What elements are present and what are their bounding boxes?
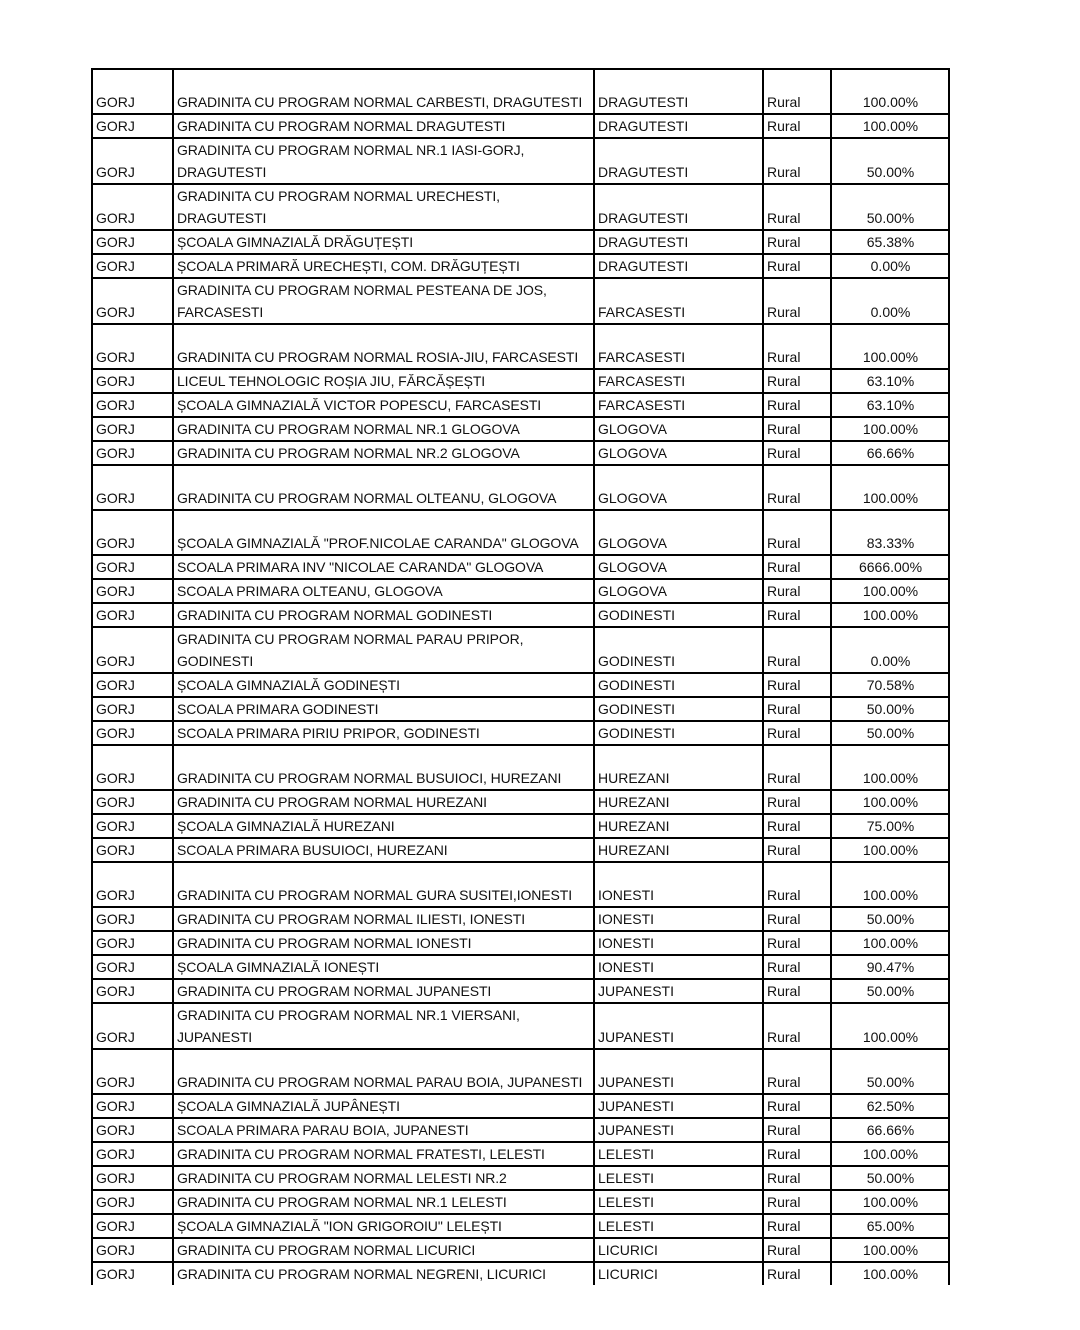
locality-cell: GLOGOVA (594, 555, 763, 579)
school-name-cell (173, 114, 594, 138)
school-name-cell (173, 697, 594, 721)
locality-cell: HUREZANI (594, 790, 763, 814)
school-name: GRADINITA CU PROGRAM NORMAL GODINESTI (177, 607, 493, 623)
school-name: GRADINITA CU PROGRAM NORMAL DRAGUTESTI (177, 118, 506, 134)
environment-cell: Rural (763, 1190, 831, 1214)
county-cell: GORJ (92, 138, 173, 184)
percentage-cell: 100.00% (831, 790, 949, 814)
table-row (92, 745, 949, 790)
school-name-cell (173, 790, 594, 814)
locality-cell: IONESTI (594, 955, 763, 979)
table-row (92, 184, 949, 230)
school-name: GRADINITA CU PROGRAM NORMAL GURA SUSITEI,IONESTI (177, 887, 573, 903)
table-row (92, 579, 949, 603)
percentage-cell: 0.00% (831, 254, 949, 278)
table-row (92, 1094, 949, 1118)
table-row (92, 1003, 949, 1049)
environment-cell: Rural (763, 1003, 831, 1049)
locality-cell: LELESTI (594, 1166, 763, 1190)
percentage-cell: 50.00% (831, 1166, 949, 1190)
environment-cell: Rural (763, 69, 831, 114)
percentage-cell: 50.00% (831, 697, 949, 721)
environment-cell: Rural (763, 955, 831, 979)
percentage-cell: 100.00% (831, 324, 949, 369)
locality-cell: LICURICI (594, 1238, 763, 1262)
county-cell: GORJ (92, 745, 173, 790)
school-name-cell (173, 931, 594, 955)
percentage-cell: 90.47% (831, 955, 949, 979)
county-cell: GORJ (92, 697, 173, 721)
school-name: GRADINITA CU PROGRAM NORMAL CARBESTI, DRAGUTESTI (177, 94, 583, 110)
locality-cell: DRAGUTESTI (594, 114, 763, 138)
table-row (92, 603, 949, 627)
county-cell: GORJ (92, 393, 173, 417)
percentage-cell: 100.00% (831, 1003, 949, 1049)
locality-cell: LELESTI (594, 1190, 763, 1214)
school-name: ȘCOALA GIMNAZIALĂ GODINEȘTI (177, 677, 400, 693)
environment-cell: Rural (763, 1166, 831, 1190)
table-row (92, 254, 949, 278)
environment-cell: Rural (763, 555, 831, 579)
table-row (92, 369, 949, 393)
school-name-cell (173, 324, 594, 369)
table-row (92, 955, 949, 979)
county-cell: GORJ (92, 1262, 173, 1285)
school-name: SCOALA PRIMARA PIRIU PRIPOR, GODINESTI (177, 725, 480, 741)
schools-table (91, 68, 950, 1285)
percentage-cell: 100.00% (831, 465, 949, 510)
locality-cell: FARCASESTI (594, 393, 763, 417)
percentage-cell: 100.00% (831, 1262, 949, 1285)
percentage-cell: 62.50% (831, 1094, 949, 1118)
table-row (92, 393, 949, 417)
county-cell: GORJ (92, 1190, 173, 1214)
locality-cell: IONESTI (594, 862, 763, 907)
percentage-cell: 50.00% (831, 721, 949, 745)
county-cell: GORJ (92, 441, 173, 465)
school-name: SCOALA PRIMARA PARAU BOIA, JUPANESTI (177, 1122, 469, 1138)
environment-cell: Rural (763, 673, 831, 697)
table-row (92, 1118, 949, 1142)
environment-cell: Rural (763, 1262, 831, 1285)
county-cell: GORJ (92, 955, 173, 979)
locality-cell: DRAGUTESTI (594, 254, 763, 278)
percentage-cell: 66.66% (831, 1118, 949, 1142)
table-row (92, 417, 949, 441)
environment-cell: Rural (763, 721, 831, 745)
school-name: ȘCOALA GIMNAZIALĂ "ION GRIGOROIU" LELEȘTI (177, 1218, 502, 1234)
school-name: GRADINITA CU PROGRAM NORMAL NR.1 VIERSANI, JUPANESTI (177, 1007, 520, 1045)
school-name-cell (173, 1003, 594, 1049)
school-name: GRADINITA CU PROGRAM NORMAL ROSIA-JIU, FARCASESTI (177, 349, 579, 365)
locality-cell: GODINESTI (594, 627, 763, 673)
school-name: SCOALA PRIMARA OLTEANU, GLOGOVA (177, 583, 443, 599)
table-row (92, 1190, 949, 1214)
table-row (92, 230, 949, 254)
school-name-cell (173, 393, 594, 417)
school-name-cell (173, 417, 594, 441)
environment-cell: Rural (763, 931, 831, 955)
percentage-cell: 50.00% (831, 979, 949, 1003)
county-cell: GORJ (92, 1142, 173, 1166)
percentage-cell: 100.00% (831, 69, 949, 114)
table-row (92, 931, 949, 955)
school-name-cell (173, 1049, 594, 1094)
school-name-cell (173, 1262, 594, 1285)
school-name: GRADINITA CU PROGRAM NORMAL PARAU PRIPOR, GODINESTI (177, 631, 524, 669)
percentage-cell: 0.00% (831, 278, 949, 324)
percentage-cell: 100.00% (831, 862, 949, 907)
school-name: GRADINITA CU PROGRAM NORMAL BUSUIOCI, HUREZANI (177, 770, 562, 786)
county-cell: GORJ (92, 510, 173, 555)
school-name: GRADINITA CU PROGRAM NORMAL NR.1 IASI-GORJ, DRAGUTESTI (177, 142, 525, 180)
school-name: GRADINITA CU PROGRAM NORMAL IONESTI (177, 935, 472, 951)
percentage-cell: 75.00% (831, 814, 949, 838)
school-name: ȘCOALA GIMNAZIALĂ JUPÂNEȘTI (177, 1098, 400, 1114)
locality-cell: LELESTI (594, 1142, 763, 1166)
table-row (92, 907, 949, 931)
county-cell: GORJ (92, 278, 173, 324)
percentage-cell: 66.66% (831, 441, 949, 465)
school-name: SCOALA PRIMARA INV "NICOLAE CARANDA" GLOGOVA (177, 559, 544, 575)
school-name-cell (173, 907, 594, 931)
environment-cell: Rural (763, 814, 831, 838)
school-name: GRADINITA CU PROGRAM NORMAL PARAU BOIA, JUPANESTI (177, 1074, 583, 1090)
school-name: GRADINITA CU PROGRAM NORMAL NR.1 GLOGOVA (177, 421, 520, 437)
percentage-cell: 65.38% (831, 230, 949, 254)
locality-cell: IONESTI (594, 907, 763, 931)
school-name: GRADINITA CU PROGRAM NORMAL URECHESTI, DRAGUTESTI (177, 188, 500, 226)
table-row (92, 114, 949, 138)
environment-cell: Rural (763, 138, 831, 184)
table-row (92, 721, 949, 745)
county-cell: GORJ (92, 465, 173, 510)
school-name: ȘCOALA GIMNAZIALĂ IONEȘTI (177, 959, 380, 975)
table-row (92, 69, 949, 114)
school-name-cell (173, 721, 594, 745)
environment-cell: Rural (763, 1094, 831, 1118)
table-body (92, 69, 949, 1285)
table-row (92, 441, 949, 465)
locality-cell: HUREZANI (594, 745, 763, 790)
school-name-cell (173, 814, 594, 838)
table-row (92, 838, 949, 862)
table-row (92, 324, 949, 369)
locality-cell: HUREZANI (594, 838, 763, 862)
environment-cell: Rural (763, 1214, 831, 1238)
county-cell: GORJ (92, 114, 173, 138)
table-row (92, 979, 949, 1003)
table-row (92, 790, 949, 814)
environment-cell: Rural (763, 862, 831, 907)
county-cell: GORJ (92, 907, 173, 931)
environment-cell: Rural (763, 510, 831, 555)
table-row (92, 1049, 949, 1094)
school-name: ȘCOALA PRIMARĂ URECHEȘTI, COM. DRĂGUȚEȘTI (177, 258, 520, 274)
environment-cell: Rural (763, 1142, 831, 1166)
school-name: GRADINITA CU PROGRAM NORMAL ILIESTI, IONESTI (177, 911, 525, 927)
school-name-cell (173, 1238, 594, 1262)
locality-cell: JUPANESTI (594, 1003, 763, 1049)
locality-cell: GODINESTI (594, 697, 763, 721)
environment-cell: Rural (763, 838, 831, 862)
environment-cell: Rural (763, 441, 831, 465)
school-name: GRADINITA CU PROGRAM NORMAL LELESTI NR.2 (177, 1170, 507, 1186)
locality-cell: FARCASESTI (594, 324, 763, 369)
school-name-cell (173, 184, 594, 230)
percentage-cell: 100.00% (831, 931, 949, 955)
county-cell: GORJ (92, 184, 173, 230)
locality-cell: FARCASESTI (594, 278, 763, 324)
environment-cell: Rural (763, 907, 831, 931)
environment-cell: Rural (763, 230, 831, 254)
school-name-cell (173, 1142, 594, 1166)
locality-cell: GLOGOVA (594, 417, 763, 441)
table-row (92, 627, 949, 673)
county-cell: GORJ (92, 230, 173, 254)
locality-cell: HUREZANI (594, 814, 763, 838)
school-name-cell (173, 138, 594, 184)
school-name: GRADINITA CU PROGRAM NORMAL NR.1 LELESTI (177, 1194, 507, 1210)
county-cell: GORJ (92, 1094, 173, 1118)
county-cell: GORJ (92, 931, 173, 955)
school-name-cell (173, 441, 594, 465)
county-cell: GORJ (92, 721, 173, 745)
locality-cell: GODINESTI (594, 673, 763, 697)
school-name: GRADINITA CU PROGRAM NORMAL OLTEANU, GLOGOVA (177, 490, 557, 506)
percentage-cell: 70.58% (831, 673, 949, 697)
locality-cell: JUPANESTI (594, 1049, 763, 1094)
school-name-cell (173, 1166, 594, 1190)
county-cell: GORJ (92, 1166, 173, 1190)
table-row (92, 138, 949, 184)
environment-cell: Rural (763, 417, 831, 441)
school-name: ȘCOALA GIMNAZIALĂ DRĂGUȚEȘTI (177, 234, 414, 250)
locality-cell: FARCASESTI (594, 369, 763, 393)
school-name: ȘCOALA GIMNAZIALĂ VICTOR POPESCU, FARCASESTI (177, 397, 542, 413)
county-cell: GORJ (92, 324, 173, 369)
percentage-cell: 100.00% (831, 1142, 949, 1166)
environment-cell: Rural (763, 369, 831, 393)
school-name: GRADINITA CU PROGRAM NORMAL HUREZANI (177, 794, 487, 810)
county-cell: GORJ (92, 979, 173, 1003)
locality-cell: IONESTI (594, 931, 763, 955)
school-name: SCOALA PRIMARA BUSUIOCI, HUREZANI (177, 842, 448, 858)
percentage-cell: 50.00% (831, 1049, 949, 1094)
school-name-cell (173, 555, 594, 579)
school-name-cell (173, 979, 594, 1003)
locality-cell: GODINESTI (594, 603, 763, 627)
table-row (92, 1262, 949, 1285)
school-name-cell (173, 603, 594, 627)
table-row (92, 555, 949, 579)
environment-cell: Rural (763, 979, 831, 1003)
percentage-cell: 100.00% (831, 1190, 949, 1214)
environment-cell: Rural (763, 1118, 831, 1142)
percentage-cell: 100.00% (831, 114, 949, 138)
environment-cell: Rural (763, 790, 831, 814)
school-name: GRADINITA CU PROGRAM NORMAL FRATESTI, LELESTI (177, 1146, 545, 1162)
percentage-cell: 50.00% (831, 907, 949, 931)
county-cell: GORJ (92, 603, 173, 627)
school-name: LICEUL TEHNOLOGIC ROȘIA JIU, FĂRCĂȘEȘTI (177, 373, 486, 389)
environment-cell: Rural (763, 465, 831, 510)
environment-cell: Rural (763, 184, 831, 230)
percentage-cell: 100.00% (831, 579, 949, 603)
locality-cell: JUPANESTI (594, 1118, 763, 1142)
percentage-cell: 100.00% (831, 838, 949, 862)
school-name-cell (173, 230, 594, 254)
percentage-cell: 63.10% (831, 393, 949, 417)
school-name-cell (173, 1190, 594, 1214)
environment-cell: Rural (763, 324, 831, 369)
county-cell: GORJ (92, 369, 173, 393)
school-name: SCOALA PRIMARA GODINESTI (177, 701, 379, 717)
locality-cell: GODINESTI (594, 721, 763, 745)
table-row (92, 1238, 949, 1262)
percentage-cell: 63.10% (831, 369, 949, 393)
county-cell: GORJ (92, 417, 173, 441)
locality-cell: DRAGUTESTI (594, 69, 763, 114)
school-name-cell (173, 838, 594, 862)
county-cell: GORJ (92, 673, 173, 697)
county-cell: GORJ (92, 814, 173, 838)
locality-cell: JUPANESTI (594, 1094, 763, 1118)
locality-cell: GLOGOVA (594, 441, 763, 465)
table-row (92, 465, 949, 510)
environment-cell: Rural (763, 114, 831, 138)
percentage-cell: 6666.00% (831, 555, 949, 579)
school-name-cell (173, 510, 594, 555)
percentage-cell: 83.33% (831, 510, 949, 555)
county-cell: GORJ (92, 838, 173, 862)
locality-cell: DRAGUTESTI (594, 230, 763, 254)
school-name: ȘCOALA GIMNAZIALĂ "PROF.NICOLAE CARANDA" GLOGOVA (177, 535, 579, 551)
county-cell: GORJ (92, 862, 173, 907)
county-cell: GORJ (92, 1003, 173, 1049)
county-cell: GORJ (92, 1118, 173, 1142)
county-cell: GORJ (92, 790, 173, 814)
school-name-cell (173, 1094, 594, 1118)
school-name-cell (173, 69, 594, 114)
environment-cell: Rural (763, 278, 831, 324)
school-name: GRADINITA CU PROGRAM NORMAL JUPANESTI (177, 983, 492, 999)
locality-cell: GLOGOVA (594, 465, 763, 510)
school-name-cell (173, 579, 594, 603)
environment-cell: Rural (763, 1238, 831, 1262)
percentage-cell: 50.00% (831, 184, 949, 230)
table-row (92, 814, 949, 838)
school-name: GRADINITA CU PROGRAM NORMAL PESTEANA DE JOS, FARCASESTI (177, 282, 547, 320)
environment-cell: Rural (763, 745, 831, 790)
locality-cell: DRAGUTESTI (594, 184, 763, 230)
locality-cell: GLOGOVA (594, 510, 763, 555)
school-name-cell (173, 627, 594, 673)
school-name: GRADINITA CU PROGRAM NORMAL NR.2 GLOGOVA (177, 445, 520, 461)
school-name-cell (173, 369, 594, 393)
county-cell: GORJ (92, 1049, 173, 1094)
school-name-cell (173, 278, 594, 324)
percentage-cell: 65.00% (831, 1214, 949, 1238)
school-name: GRADINITA CU PROGRAM NORMAL NEGRENI, LICURICI (177, 1266, 546, 1282)
table-row (92, 862, 949, 907)
environment-cell: Rural (763, 254, 831, 278)
environment-cell: Rural (763, 697, 831, 721)
percentage-cell: 100.00% (831, 1238, 949, 1262)
school-name-cell (173, 862, 594, 907)
table-row (92, 1166, 949, 1190)
school-name-cell (173, 673, 594, 697)
locality-cell: LICURICI (594, 1262, 763, 1285)
environment-cell: Rural (763, 579, 831, 603)
percentage-cell: 100.00% (831, 745, 949, 790)
county-cell: GORJ (92, 1214, 173, 1238)
school-name-cell (173, 745, 594, 790)
environment-cell: Rural (763, 603, 831, 627)
locality-cell: JUPANESTI (594, 979, 763, 1003)
county-cell: GORJ (92, 254, 173, 278)
county-cell: GORJ (92, 627, 173, 673)
table-row (92, 510, 949, 555)
table-row (92, 278, 949, 324)
environment-cell: Rural (763, 393, 831, 417)
table-row (92, 1214, 949, 1238)
table-row (92, 697, 949, 721)
county-cell: GORJ (92, 579, 173, 603)
percentage-cell: 100.00% (831, 417, 949, 441)
table-row (92, 1142, 949, 1166)
environment-cell: Rural (763, 627, 831, 673)
school-name: GRADINITA CU PROGRAM NORMAL LICURICI (177, 1242, 476, 1258)
locality-cell: GLOGOVA (594, 579, 763, 603)
school-name-cell (173, 1118, 594, 1142)
percentage-cell: 0.00% (831, 627, 949, 673)
school-name-cell (173, 465, 594, 510)
county-cell: GORJ (92, 555, 173, 579)
school-name: ȘCOALA GIMNAZIALĂ HUREZANI (177, 818, 395, 834)
school-name-cell (173, 254, 594, 278)
percentage-cell: 100.00% (831, 603, 949, 627)
county-cell: GORJ (92, 69, 173, 114)
school-name-cell (173, 1214, 594, 1238)
table-row (92, 673, 949, 697)
school-name-cell (173, 955, 594, 979)
locality-cell: LELESTI (594, 1214, 763, 1238)
environment-cell: Rural (763, 1049, 831, 1094)
percentage-cell: 50.00% (831, 138, 949, 184)
county-cell: GORJ (92, 1238, 173, 1262)
locality-cell: DRAGUTESTI (594, 138, 763, 184)
